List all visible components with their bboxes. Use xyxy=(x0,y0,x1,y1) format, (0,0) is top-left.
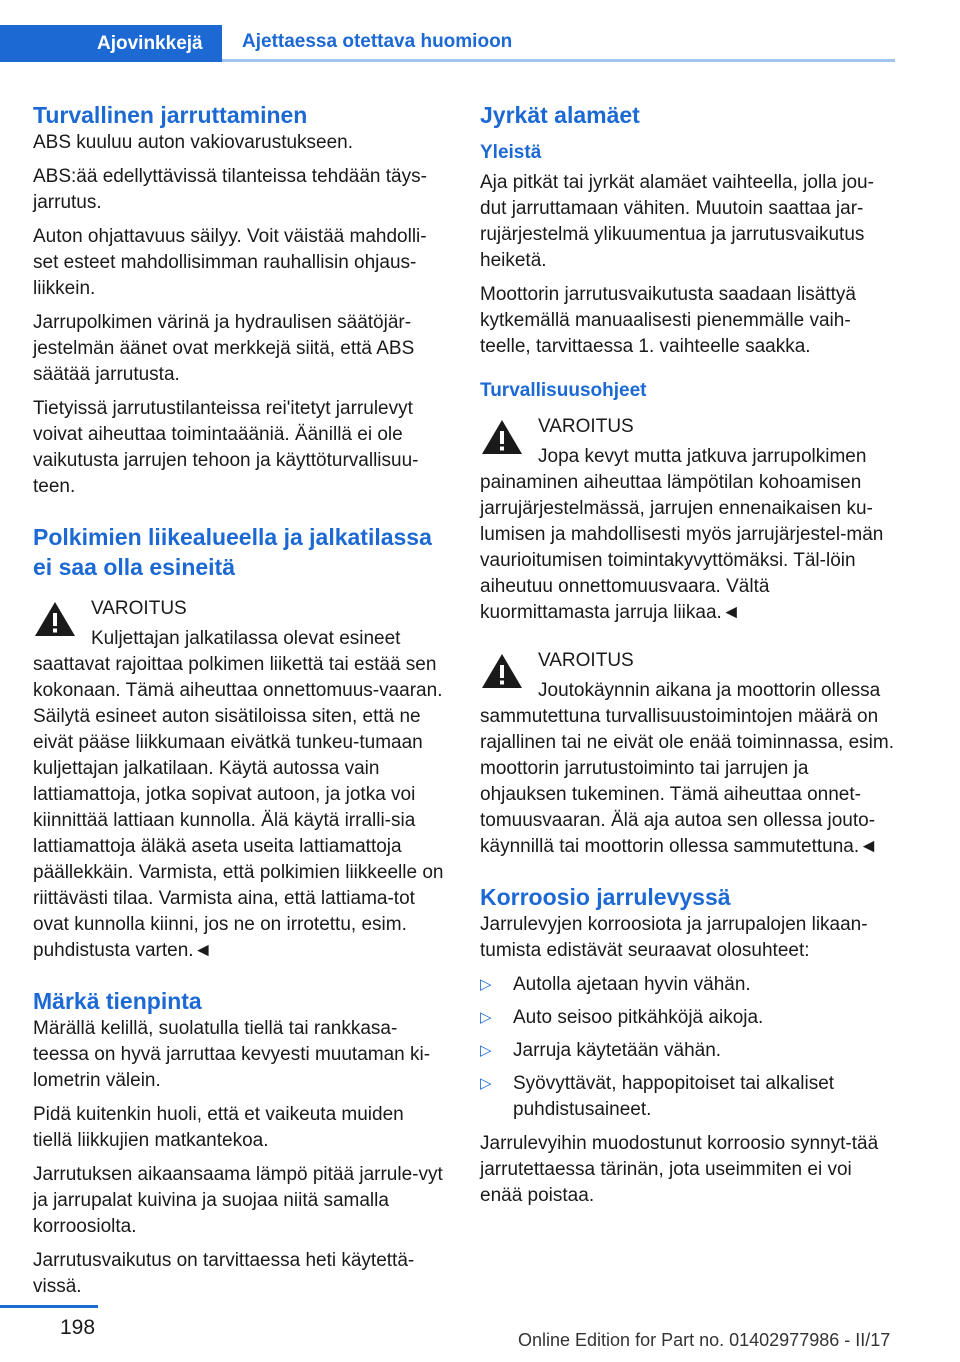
right-column xyxy=(480,100,895,1217)
bullet-triangle-icon: ▷ xyxy=(480,1042,492,1059)
heading-steep-descents: Jyrkät alamäet xyxy=(480,102,640,128)
heading-safe-braking: Turvallinen jarruttaminen xyxy=(33,102,308,128)
section-tab: Ajovinkkejä xyxy=(0,25,222,62)
heading-brake-disc-corrosion: Korroosio jarrulevyssä xyxy=(480,884,731,910)
edition-note: Online Edition for Part no. 01402977986 - II/17 xyxy=(518,1330,891,1350)
subheading-safety-notes: Turvallisuusohjeet xyxy=(480,380,647,401)
warning-title: VAROITUS xyxy=(91,598,187,619)
bullet-triangle-icon: ▷ xyxy=(480,1009,492,1026)
bullet-triangle-icon: ▷ xyxy=(480,976,492,993)
paragraph: Auton ohjattavuus säilyy. Voit väistää mahdolli‐set esteet mahdollisimman rauhallisin ohjaus‐liikkein. xyxy=(33,226,427,299)
footer-rule xyxy=(0,1305,98,1308)
page-header xyxy=(0,25,895,62)
heading-wet-road: Märkä tienpinta xyxy=(33,988,202,1014)
paragraph: Jarrulevyjen korroosiota ja jarrupalojen likaan‐tumista edistävät seuraavat olosuhteet: xyxy=(480,914,868,961)
warning-title: VAROITUS xyxy=(538,416,634,437)
paragraph: Jarrulevyihin muodostunut korroosio synnyt‐tää jarrutettaessa tärinän, jota useimmiten ei voi enää poistaa. xyxy=(480,1133,879,1206)
warning-icon xyxy=(480,652,524,690)
warning-title: VAROITUS xyxy=(538,650,634,671)
list-item: ▷ Syövyttävät, happopitoiset tai alkaliset puhdistusaineet. xyxy=(480,1073,835,1120)
warning-text: Joutokäynnin aikana ja moottorin ollessa sammutettuna turvallisuustoimintojen määrä on rajallinen tai ne eivät ole enää toiminnassa, esim. moottorin jarrutustoiminto tai jarrujen ja ohjauksen tukeminen. Tämä aiheuttaa onnet‐tomuusvaaran. Älä aja autoa sen ollessa jouto‐käynnillä tai moottorin ollessa sammutettuna.◄ xyxy=(480,680,895,857)
page-number: 198 xyxy=(60,1316,96,1339)
paragraph: Jarrupolkimen värinä ja hydraulisen säätöjär‐jestelmän äänet ovat merkkejä siitä, että ABS säätää jarrutusta. xyxy=(33,312,415,385)
paragraph: Moottorin jarrutusvaikutusta saadaan lisättyä kytkemällä manuaalisesti pienemmälle vaih‐teelle, tarvittaessa 1. vaihteelle saakka. xyxy=(480,284,856,357)
list-item: ▷ Auto seisoo pitkähköjä aikoja. xyxy=(480,1005,895,1031)
paragraph: Tietyissä jarrutustilanteissa rei'itetyt jarrulevyt voivat aiheuttaa toimintaääniä. Äänillä ei ole vaikutusta jarrujen tehoon ja käyttöturvallisuu‐teen. xyxy=(33,398,419,497)
paragraph: Pidä kuitenkin huoli, että et vaikeuta muiden tiellä liikkujien matkantekoa. xyxy=(33,1104,404,1151)
warning-text: Jopa kevyt mutta jatkuva jarrupolkimen painaminen aiheuttaa lämpötilan kohoamisen jarrujärjestelmässä, jarrujen ennenaikaisen ku‐lumisen ja mahdollisesti myös jarrujärjestel‐män vaurioitumisen toimintakyvyttömäksi. Täl‐löin aiheutuu onnettomuusvaara. Vältä kuormittamasta jarruja liikaa.◄ xyxy=(480,446,884,623)
paragraph: ABS:ää edellyttävissä tilanteissa tehdään täys‐jarrutus. xyxy=(33,166,427,213)
bullet-triangle-icon: ▷ xyxy=(480,1075,492,1092)
subheading-general: Yleistä xyxy=(480,142,542,163)
paragraph: ABS kuuluu auton vakiovarustukseen. xyxy=(33,132,354,153)
list-item: ▷ Jarruja käytetään vähän. xyxy=(480,1038,895,1064)
warning-box xyxy=(480,648,895,860)
paragraph: Jarrutuksen aikaansaama lämpö pitää jarrule‐vyt ja jarrupalat kuivina ja suojaa niitä samalla korroosiolta. xyxy=(33,1164,443,1237)
warning-icon xyxy=(33,600,77,638)
heading-pedal-area: Polkimien liikealueella ja jalkatilassa ei saa olla esineitä xyxy=(33,524,432,580)
warning-text: Kuljettajan jalkatilassa olevat esineet saattavat rajoittaa polkimen liikettä tai estää sen kokonaan. Tämä aiheuttaa onnettomuus‐vaaran. Säilytä esineet auton sisätiloissa siten, että ne eivät pääse liikkumaan eivätkä tunkeu‐tumaan kuljettajan jalkatilaan. Käytä autossa vain lattiamattoja, jotka sopivat autoon, ja jotka voi kiinnittää lattiaan kunnolla. Älä käytä irralli‐sia lattiamattoja äläkä aseta useita lattiamattoja päällekkäin. Varmista, että polkimien liikkeelle on riittävästi tilaa. Varmista aina, että lattiama‐tot ovat kunnolla kiinni, jos ne on irrotettu, esim. puhdistusta varten.◄ xyxy=(33,628,444,961)
bullet-list xyxy=(480,972,895,1123)
list-item: ▷ Autolla ajetaan hyvin vähän. xyxy=(480,972,895,998)
paragraph: Aja pitkät tai jyrkät alamäet vaihteella, jolla jou‐dut jarruttamaan vähiten. Muutoin saattaa jar‐rujärjestelmä ylikuumentua ja jarrutusvaikutus heiketä. xyxy=(480,172,874,271)
paragraph: Märällä kelillä, suolatulla tiellä tai rankkasa‐teessa on hyvä jarruttaa kevyesti muutaman ki‐lometrin välein. xyxy=(33,1018,431,1091)
left-column xyxy=(33,100,448,1308)
warning-box xyxy=(480,414,895,626)
warning-box xyxy=(33,596,448,964)
paragraph: Jarrutusvaikutus on tarvittaessa heti käytettä‐vissä. xyxy=(33,1250,415,1297)
warning-icon xyxy=(480,418,524,456)
subsection-tab: Ajettaessa otettava huomioon xyxy=(222,25,895,62)
